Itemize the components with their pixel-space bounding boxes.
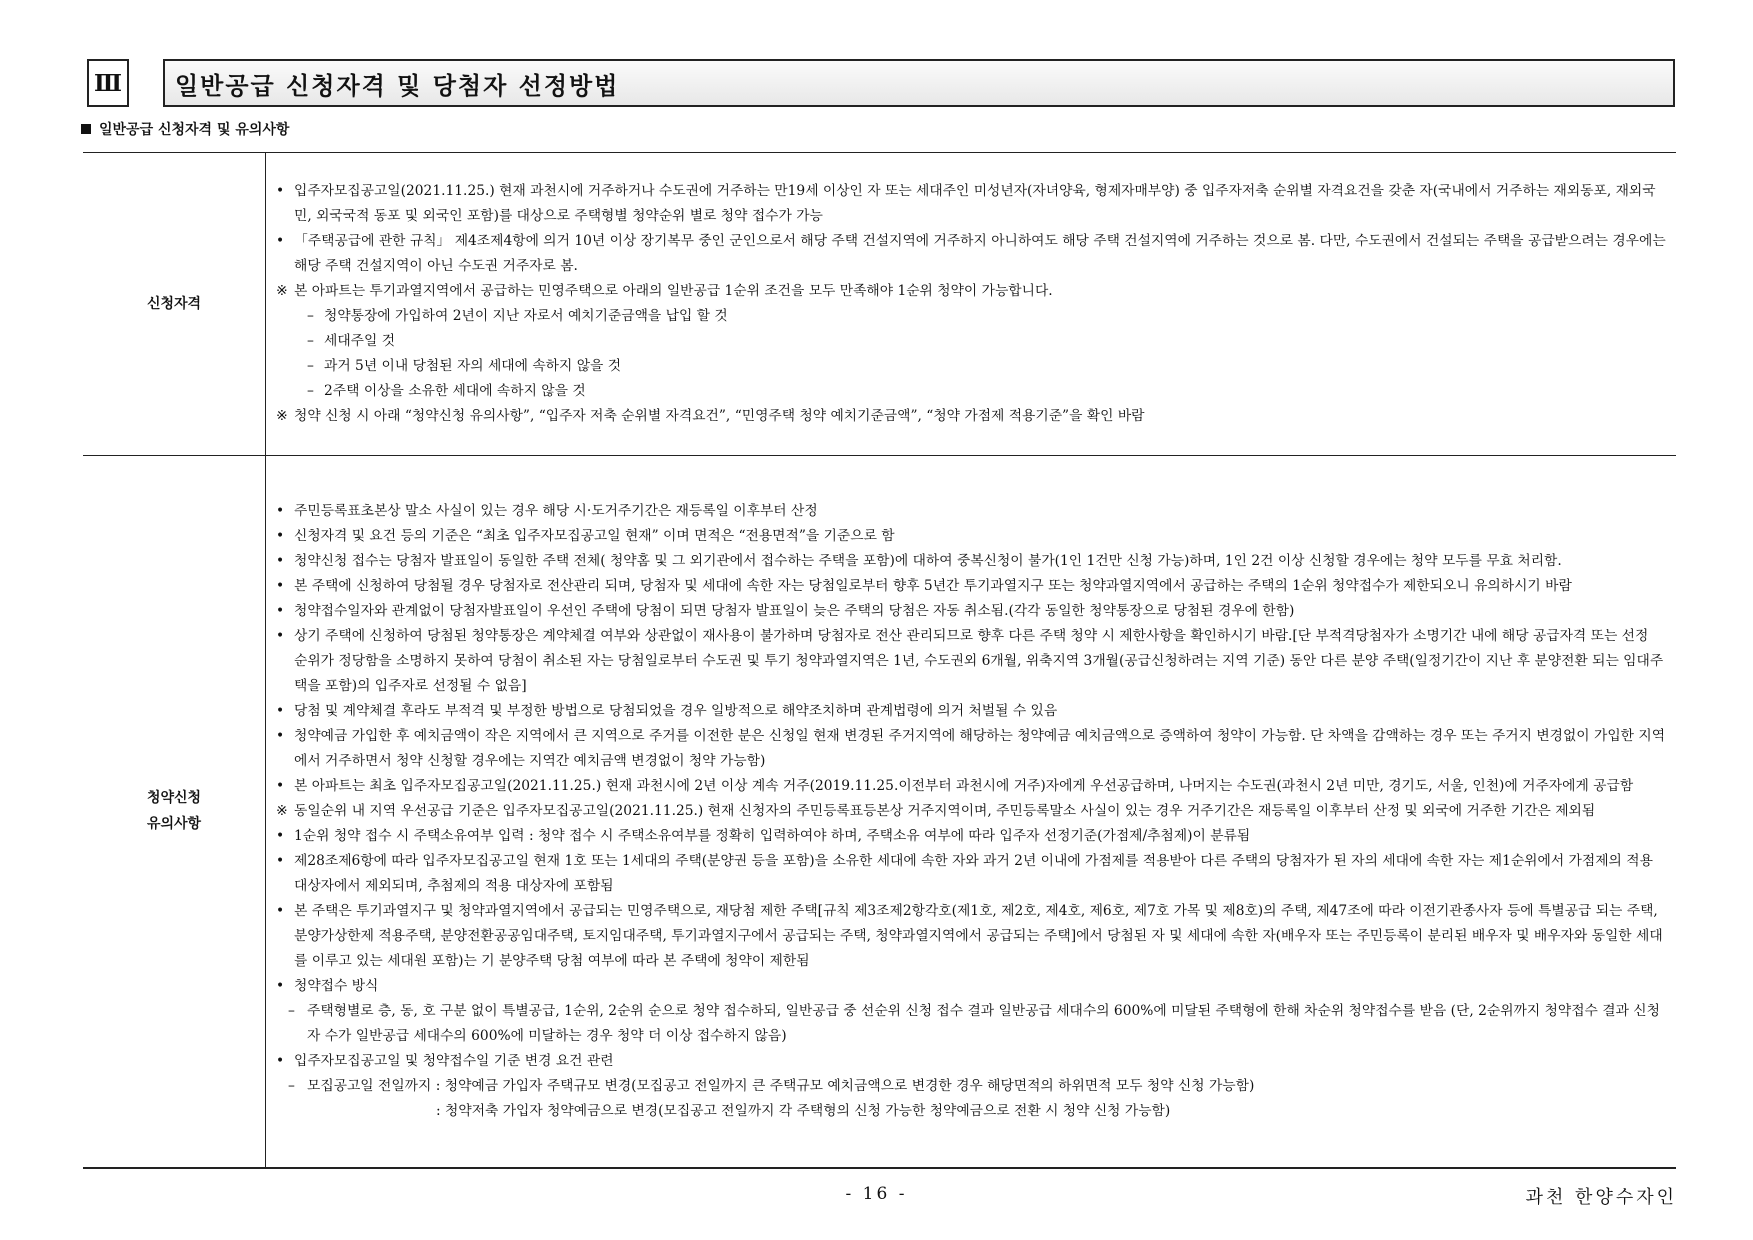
note-item xyxy=(274,404,1666,429)
note-item xyxy=(274,799,1666,824)
square-bullet-icon xyxy=(81,124,91,134)
bullet-item xyxy=(274,229,1666,279)
item-text: 청약접수일자와 관계없이 당첨자발표일이 우선인 주택에 당첨이 되면 당첨자 발표일이 늦은 주택의 당첨은 자동 취소됨.(각각 동일한 청약통장으로 당첨된 경우에 한함) xyxy=(294,602,1295,619)
bullet-item xyxy=(274,524,1666,549)
bullet-item xyxy=(274,974,1666,999)
bullet-item xyxy=(274,774,1666,799)
list-marker: • xyxy=(276,502,285,519)
bullet-item xyxy=(274,824,1666,849)
continuation-item xyxy=(274,1099,1666,1124)
dash-item xyxy=(274,1074,1666,1099)
row-label-eligibility: 신청자격 xyxy=(83,153,266,456)
table-row xyxy=(83,153,1676,456)
item-text: 1순위 청약 접수 시 주택소유여부 입력 : 청약 접수 시 주택소유여부를 정확히 입력하여야 하며, 주택소유 여부에 따라 입주자 선정기준(가점제/추첨제)이 분류됨 xyxy=(294,827,1251,844)
item-text: 2주택 이상을 소유한 세대에 속하지 않을 것 xyxy=(324,383,586,399)
item-text: 모집공고일 전일까지 : 청약예금 가입자 주택규모 변경(모집공고 전일까지 큰 주택규모 예치금액으로 변경한 경우 해당면적의 하위면적 모두 청약 신청 가능함) xyxy=(307,1077,1255,1094)
item-text: 청약통장에 가입하여 2년이 지난 자로서 예치기준금액을 납입 할 것 xyxy=(324,308,728,324)
item-text: 세대주일 것 xyxy=(324,333,396,349)
list-marker: • xyxy=(276,1052,285,1069)
item-text: 동일순위 내 지역 우선공급 기준은 입주자모집공고일(2021.11.25.) 현재 신청자의 주민등록표등본상 거주지역이며, 주민등록말소 사실이 있는 경우 거주기간은 재등록일 이후부터 산정 및 외국에 거주한 기간은 제외됨 xyxy=(294,802,1596,819)
item-text: 제28조제6항에 따라 입주자모집공고일 현재 1호 또는 1세대의 주택(분양권 등을 포함)을 소유한 세대에 속한 자와 과거 2년 이내에 가점제를 적용받아 다른 주택의 당첨자가 된 자의 세대에 속한 자는 제1순위에서 가점제의 적용 대상자에서 제외되며, 추첨제의 적용 대상자에 포함됨 xyxy=(294,852,1653,894)
list-marker: • xyxy=(276,702,285,719)
subheading-text: 일반공급 신청자격 및 유의사항 xyxy=(99,122,290,138)
list-marker: • xyxy=(276,577,285,594)
row-content-eligibility xyxy=(266,153,1677,456)
bullet-item xyxy=(274,624,1666,699)
bullet-item xyxy=(274,574,1666,599)
list-marker: – xyxy=(288,1077,295,1094)
item-text: 「주택공급에 관한 규칙」 제4조제4항에 의거 10년 이상 장기복무 중인 군인으로서 해당 주택 건설지역에 거주하지 아니하여도 해당 주택 건설지역에 거주하는 것으로 봄. 다만, 수도권에서 건설되는 주택을 공급받으려는 경우에는 해당 주택 건설지역이 아닌 수도권 거주자로 봄. xyxy=(294,233,1666,274)
item-text: 본 주택은 투기과열지구 및 청약과열지역에서 공급되는 민영주택으로, 재당첨 제한 주택[규칙 제3조제2항각호(제1호, 제2호, 제4호, 제6호, 제7호 가목 및 제8호)의 주택, 제47조에 따라 이전기관종사자 등에 특별공급 되는 주택, 분양가상한제 적용주택, 분양전환공공임대주택, 토지임대주택, 투기과열지구에서 공급되는 주택, 청약과열지역에서 공급되는 주택]에서 당첨된 자 및 세대에 속한 자(배우자 또는 주민등록이 분리된 배우자 및 배우자와 동일한 세대를 이루고 있는 세대원 포함)는 기 분양주택 당첨 여부에 따라 본 주택에 청약이 제한됨 xyxy=(294,902,1663,969)
item-text: 당첨 및 계약체결 후라도 부적격 및 부정한 방법으로 당첨되었을 경우 일방적으로 해약조치하며 관계법령에 의거 처벌될 수 있음 xyxy=(294,702,1058,719)
bullet-item xyxy=(274,499,1666,524)
row-label-precautions: 청약신청 유의사항 xyxy=(83,456,266,1168)
row-content-precautions xyxy=(266,456,1677,1168)
list-marker: • xyxy=(276,727,285,744)
page-number: - 16 - xyxy=(845,1184,908,1204)
item-text: 청약신청 접수는 당첨자 발표일이 동일한 주택 전체( 청약홈 및 그 외기관에서 접수하는 주택을 포함)에 대하여 중복신청이 불가(1인 1건만 신청 가능)하며, 1인 2건 이상 신청할 경우에는 청약 모두를 무효 처리함. xyxy=(294,552,1562,569)
item-text: 청약접수 방식 xyxy=(294,977,379,994)
list-marker: • xyxy=(276,602,285,619)
item-text: 주민등록표초본상 말소 사실이 있는 경우 해당 시·도거주기간은 재등록일 이후부터 산정 xyxy=(294,502,818,519)
item-text: : 청약저축 가입자 청약예금으로 변경(모집공고 전일까지 각 주택형의 신청 가능한 청약예금으로 전환 시 청약 신청 가능함) xyxy=(436,1102,1171,1119)
section-number: Ⅲ xyxy=(87,59,129,107)
list-marker: – xyxy=(307,358,314,374)
section-title: 일반공급 신청자격 및 당첨자 선정방법 xyxy=(163,59,1675,107)
bullet-item xyxy=(274,699,1666,724)
list-marker: • xyxy=(276,527,285,544)
bullet-item xyxy=(274,1049,1666,1074)
list-marker: • xyxy=(276,233,285,249)
list-marker: • xyxy=(276,627,285,644)
bullet-item xyxy=(274,599,1666,624)
list-marker: • xyxy=(276,552,285,569)
list-marker: • xyxy=(276,902,285,919)
item-text: 청약 신청 시 아래 “청약신청 유의사항”, “입주자 저축 순위별 자격요건”, “민영주택 청약 예치기준금액”, “청약 가점제 적용기준”을 확인 바람 xyxy=(294,408,1145,424)
list-marker: ※ xyxy=(276,408,288,424)
subheading xyxy=(81,119,289,139)
item-text: 청약예금 가입한 후 예치금액이 작은 지역에서 큰 지역으로 주거를 이전한 분은 신청일 현재 변경된 주거지역에 해당하는 청약예금 예치금액으로 증액하여 청약이 가능함. 단 차액을 감액하는 경우 또는 주거지 변경없이 가입한 지역에서 거주하면서 청약 신청할 경우에는 지역간 예치금액 변경없이 청약 가능함) xyxy=(294,727,1666,769)
item-text: 신청자격 및 요건 등의 기준은 “최초 입주자모집공고일 현재” 이며 면적은 “전용면적”을 기준으로 함 xyxy=(294,527,895,544)
item-text: 본 주택에 신청하여 당첨될 경우 당첨자로 전산관리 되며, 당첨자 및 세대에 속한 자는 당첨일로부터 향후 5년간 투기과열지구 또는 청약과열지역에서 공급하는 주택의 1순위 청약접수가 제한되오니 유의하시기 바람 xyxy=(294,577,1572,594)
item-text: 입주자모집공고일 및 청약접수일 기준 변경 요건 관련 xyxy=(294,1052,614,1069)
eligibility-table xyxy=(83,152,1676,1169)
dash-item xyxy=(274,379,1666,404)
bullet-item xyxy=(274,549,1666,574)
bullet-item xyxy=(274,849,1666,899)
bullet-item xyxy=(274,899,1666,974)
list-marker: • xyxy=(276,852,285,869)
list-marker: – xyxy=(307,383,314,399)
list-marker: ※ xyxy=(276,802,288,819)
item-text: 주택형별로 층, 동, 호 구분 없이 특별공급, 1순위, 2순위 순으로 청약 접수하되, 일반공급 중 선순위 신청 접수 결과 일반공급 세대수의 600%에 미달된 주택형에 한해 차순위 청약접수를 받음 (단, 2순위까지 청약접수 결과 신청자 수가 일반공급 세대수의 600%에 미달하는 경우 청약 더 이상 접수하지 않음) xyxy=(307,1002,1660,1044)
footer-title: 과천 한양수자인 xyxy=(1525,1187,1677,1208)
list-marker: – xyxy=(307,333,314,349)
note-item xyxy=(274,279,1666,304)
dash-item xyxy=(274,999,1666,1049)
list-marker: • xyxy=(276,777,285,794)
table-row xyxy=(83,456,1676,1168)
dash-item xyxy=(274,329,1666,354)
dash-item xyxy=(274,354,1666,379)
dash-item xyxy=(274,304,1666,329)
list-marker: • xyxy=(276,827,285,844)
item-text: 과거 5년 이내 당첨된 자의 세대에 속하지 않을 것 xyxy=(324,358,622,374)
item-text: 본 아파트는 투기과열지역에서 공급하는 민영주택으로 아래의 일반공급 1순위 조건을 모두 만족해야 1순위 청약이 가능합니다. xyxy=(294,283,1053,299)
list-marker: ※ xyxy=(276,283,288,299)
list-marker: • xyxy=(276,183,285,199)
bullet-item xyxy=(274,724,1666,774)
list-marker: – xyxy=(307,308,314,324)
item-text: 상기 주택에 신청하여 당첨된 청약통장은 계약체결 여부와 상관없이 재사용이 불가하며 당첨자로 전산 관리되므로 향후 다른 주택 청약 시 제한사항을 확인하시기 바람.[단 부적격당첨자가 소명기간 내에 해당 공급자격 또는 선정 순위가 정당함을 소명하지 못하여 당첨이 취소된 자는 당첨일로부터 수도권 및 투기 청약과열지역은 1년, 수도권외 6개월, 위축지역 3개월(공급신청하려는 지역 기준) 동안 다른 분양 주택(일정기간이 지난 후 분양전환 되는 임대주택을 포함)의 입주자로 선정될 수 없음] xyxy=(294,627,1664,694)
list-marker: – xyxy=(288,1002,295,1019)
list-marker: • xyxy=(276,977,285,994)
bullet-item xyxy=(274,179,1666,229)
item-text: 입주자모집공고일(2021.11.25.) 현재 과천시에 거주하거나 수도권에 거주하는 만19세 이상인 자 또는 세대주인 미성년자(자녀양육, 형제자매부양) 중 입주자저축 순위별 자격요건을 갖춘 자(국내에서 거주하는 재외동포, 재외국민, 외국국적 동포 및 외국인 포함)를 대상으로 주택형별 청약순위 별로 청약 접수가 가능 xyxy=(294,183,1656,224)
item-text: 본 아파트는 최초 입주자모집공고일(2021.11.25.) 현재 과천시에 2년 이상 계속 거주(2019.11.25.이전부터 과천시에 거주)자에게 우선공급하며, 나머지는 수도권(과천시 2년 미만, 경기도, 서울, 인천)에 거주자에게 공급함 xyxy=(294,777,1634,794)
